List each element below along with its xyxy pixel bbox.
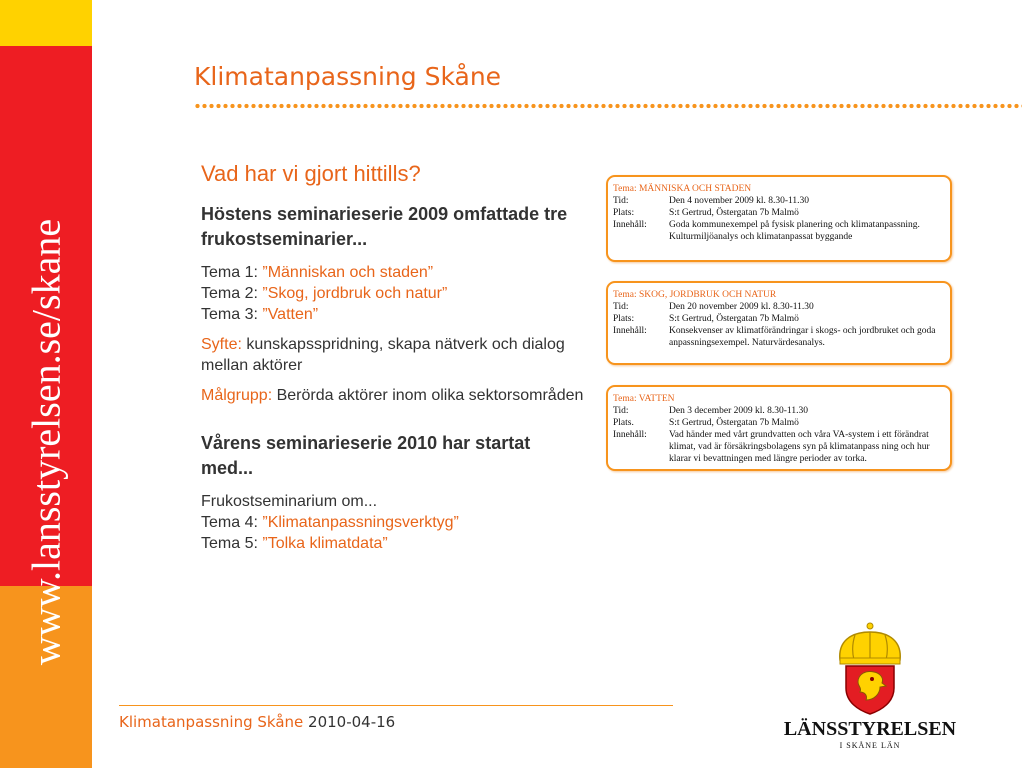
logo-subtitle: I SKÅNE LÄN: [839, 741, 901, 750]
sidebar-url: www.lansstyrelsen.se/skane: [23, 218, 69, 666]
box-title: Tema: VATTEN: [613, 394, 675, 404]
sidebar-yellow-band: [0, 0, 92, 46]
box-title: Tema: SKOG, JORDBRUK OCH NATUR: [613, 290, 777, 300]
spring-intro: Frukostseminarium om...: [201, 493, 378, 510]
theme-line: Tema 4: ”Klimatanpassningsverktyg”: [201, 514, 459, 531]
logo-name: LÄNSSTYRELSEN: [783, 718, 957, 740]
box-row: Tid: Den 20 november 2009 kl. 8.30-11.30: [613, 302, 814, 312]
box-row: Innehåll: Goda kommunexempel på fysisk planering och klimatanpassning. Kulturmiljöanalys och klimatanpassat byggande: [613, 220, 920, 242]
box-row: Tid: Den 4 november 2009 kl. 8.30-11.30: [613, 196, 810, 206]
theme-line: Tema 5: ”Tolka klimatdata”: [201, 535, 388, 552]
footer-title: Klimatanpassning Skåne: [119, 713, 304, 731]
box-row: Innehåll: Vad händer med vårt grundvatten och våra VA-system i ett förändrat klimat, vad är försäkringsbolagens syn på klimatanpass ning och hur klarar vi bevattningen med längre perioder av torka.: [613, 430, 930, 464]
footer-divider: [119, 705, 673, 706]
footer: [119, 713, 395, 731]
box-row: Plats: S:t Gertrud, Östergatan 7b Malmö: [613, 208, 799, 218]
seminar-box-3: [606, 385, 952, 471]
box-row: Plats. S:t Gertrud, Östergatan 7b Malmö: [613, 418, 799, 428]
dotted-divider: [194, 103, 1022, 109]
autumn-themes: [201, 262, 586, 325]
seminar-box-2: [606, 281, 952, 365]
page-title: Klimatanpassning Skåne: [194, 62, 502, 91]
footer-date: 2010-04-16: [308, 713, 396, 731]
target-group: Målgrupp: Berörda aktörer inom olika sektorsområden: [201, 387, 584, 404]
theme-line: Tema 1: ”Människan och staden”: [201, 264, 434, 281]
theme-line: Tema 3: ”Vatten”: [201, 306, 319, 323]
purpose: Syfte: kunskapsspridning, skapa nätverk och dialog mellan aktörer: [201, 336, 565, 374]
box-row: Plats: S:t Gertrud, Östergatan 7b Malmö: [613, 314, 799, 324]
seminar-box-1: [606, 175, 952, 262]
box-title: Tema: MÄNNISKA OCH STADEN: [613, 184, 752, 194]
box-row: Tid: Den 3 december 2009 kl. 8.30-11.30: [613, 406, 808, 416]
section-heading: Vad har vi gjort hittills?: [201, 161, 421, 186]
coat-of-arms-icon: [828, 620, 912, 716]
lansstyrelsen-logo: [780, 620, 960, 760]
spring-heading: Vårens seminarieserie 2010 har startat med...: [201, 433, 531, 478]
box-row: Innehåll: Konsekvenser av klimatförändringar i skogs- och jordbruket och goda anpassningsexempel. Naturvärdesanalys.: [613, 326, 936, 348]
theme-line: Tema 2: ”Skog, jordbruk och natur”: [201, 285, 448, 302]
spring-themes: [201, 491, 586, 554]
autumn-heading: Höstens seminarieserie 2009 omfattade tre frukostseminarier...: [201, 204, 568, 249]
main-content: [201, 160, 586, 563]
